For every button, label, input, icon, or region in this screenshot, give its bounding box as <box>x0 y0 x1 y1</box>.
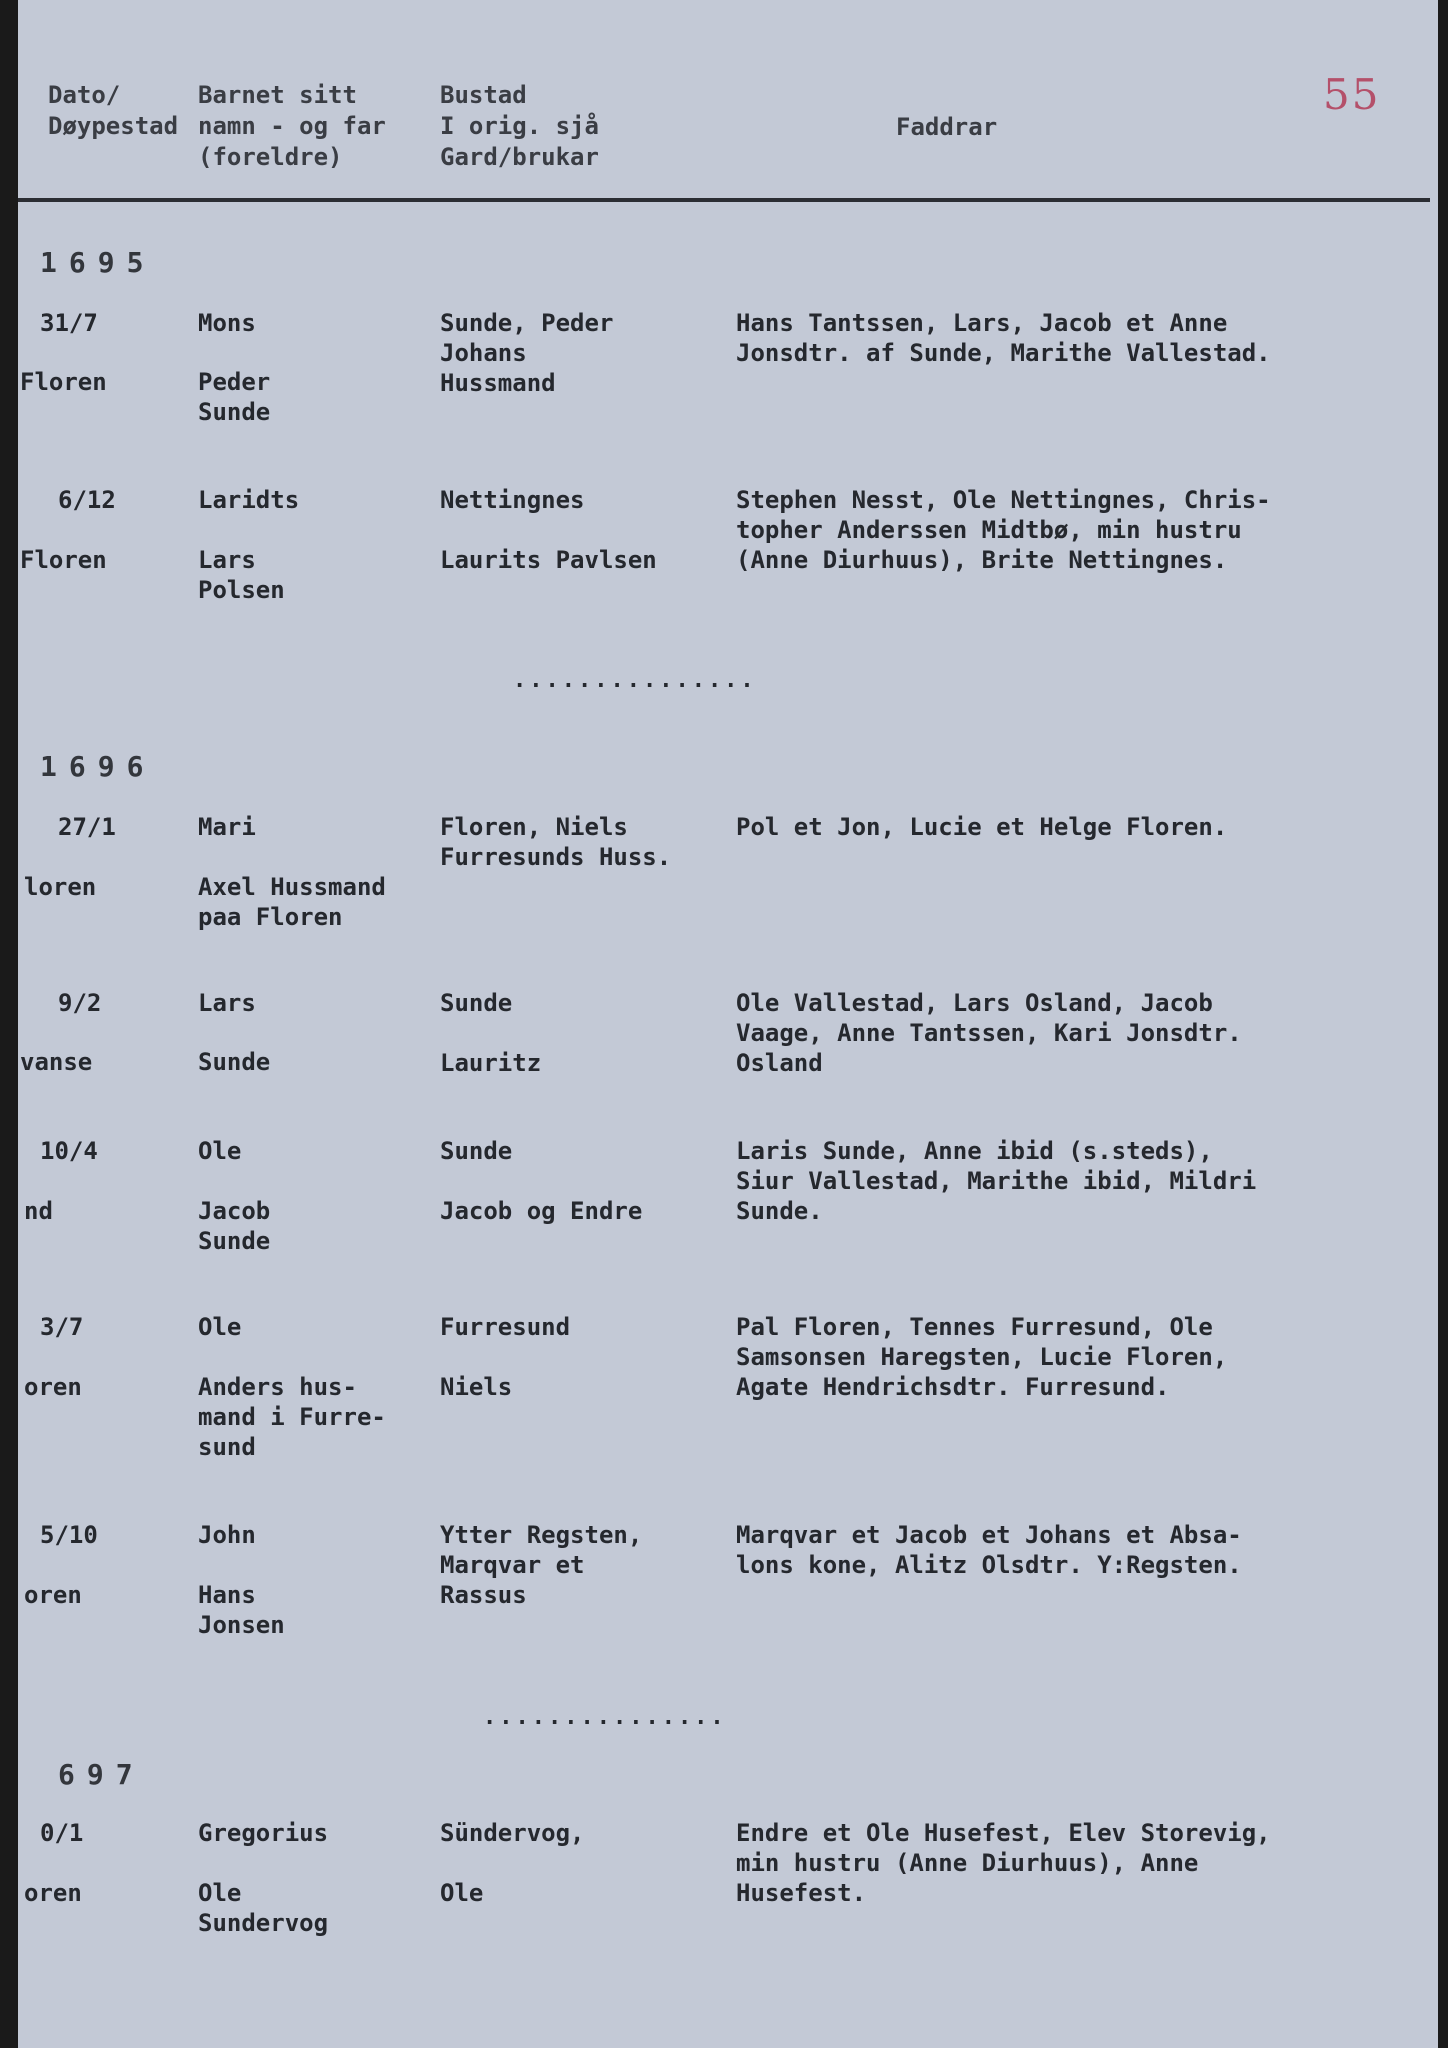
entry-child: Gregorius <box>198 1819 329 1847</box>
entry-father: Ole Sundervog <box>198 1879 329 1937</box>
entry-child: Mari <box>198 813 256 841</box>
entry-godparents: Endre et Ole Husefest, Elev Storevig, min hustru (Anne Diurhuus), Anne Husefest. <box>736 1819 1271 1907</box>
entry-child: Ole <box>198 1313 242 1341</box>
header-date-place: Dato/ Døypestad <box>48 81 179 140</box>
entry-residence: Sunde Lauritz <box>440 989 542 1077</box>
entry-child: Ole <box>198 1137 242 1165</box>
year-heading: 1695 <box>40 246 156 279</box>
entry-residence: Floren, Niels Furresunds Huss. <box>440 813 672 871</box>
entry-godparents: Stephen Nesst, Ole Nettingnes, Chris- topher Anderssen Midtbø, min hustru (Anne Diurhuus), Brite Nettingnes. <box>736 486 1271 574</box>
entry-date: 3/7 <box>40 1313 84 1341</box>
entry-father: Sunde <box>198 1048 271 1076</box>
header-godparents: Faddrar <box>896 113 998 141</box>
entry-date: 0/1 <box>40 1819 84 1847</box>
header-residence: Bustad I orig. sjå Gard/brukar <box>440 81 599 171</box>
entry-godparents: Pal Floren, Tennes Furresund, Ole Samsonsen Haregsten, Lucie Floren, Agate Hendrichsdtr. Furresund. <box>736 1313 1228 1401</box>
header-child-father: Barnet sitt namn - og far (foreldre) <box>198 81 386 171</box>
entry-godparents: Ole Vallestad, Lars Osland, Jacob Vaage, Anne Tantssen, Kari Jonsdtr. Osland <box>736 989 1242 1077</box>
entry-place: oren <box>24 1581 82 1609</box>
entry-residence: Sunde, Peder Johans Hussmand <box>440 309 614 397</box>
entry-date: 31/7 <box>40 309 98 337</box>
entry-father: Jacob Sunde <box>198 1197 271 1255</box>
entry-father: Hans Jonsen <box>198 1581 285 1639</box>
entry-place: oren <box>24 1373 82 1401</box>
entry-place: Floren <box>20 546 107 574</box>
entry-residence: Furresund Niels <box>440 1313 571 1401</box>
entry-place: vanse <box>20 1048 93 1076</box>
document-page <box>18 0 1438 2048</box>
section-separator: ............... <box>483 1705 727 1730</box>
entry-father: Axel Hussmand paa Floren <box>198 873 386 931</box>
entry-residence: Nettingnes Laurits Pavlsen <box>440 486 657 574</box>
entry-godparents: Marqvar et Jacob et Johans et Absa- lons kone, Alitz Olsdtr. Y:Regsten. <box>736 1521 1242 1579</box>
page-number: 55 <box>1323 70 1381 119</box>
year-heading: 697 <box>58 1758 145 1791</box>
entry-godparents: Laris Sunde, Anne ibid (s.steds), Siur Vallestad, Marithe ibid, Mildri Sunde. <box>736 1137 1257 1225</box>
entry-father: Peder Sunde <box>198 368 271 426</box>
entry-father: Anders hus- mand i Furre- sund <box>198 1373 386 1461</box>
entry-child: Lars <box>198 989 256 1017</box>
entry-date: 9/2 <box>58 989 102 1017</box>
entry-place: nd <box>24 1197 53 1225</box>
section-separator: ............... <box>513 668 757 693</box>
entry-residence: Sunde Jacob og Endre <box>440 1137 643 1225</box>
header-rule <box>18 198 1430 202</box>
entry-place: oren <box>24 1879 82 1907</box>
entry-child: Laridts <box>198 486 300 514</box>
entry-place: loren <box>24 873 97 901</box>
entry-residence: Ytter Regsten, Marqvar et Rassus <box>440 1521 643 1609</box>
entry-residence: Sündervog, Ole <box>440 1819 585 1907</box>
entry-father: Lars Polsen <box>198 546 285 604</box>
entry-date: 5/10 <box>40 1521 98 1549</box>
entry-child: Mons <box>198 309 256 337</box>
entry-date: 6/12 <box>58 486 116 514</box>
year-heading: 1696 <box>40 750 156 783</box>
entry-godparents: Pol et Jon, Lucie et Helge Floren. <box>736 813 1228 841</box>
entry-place: Floren <box>20 368 107 396</box>
entry-godparents: Hans Tantssen, Lars, Jacob et Anne Jonsdtr. af Sunde, Marithe Vallestad. <box>736 309 1271 367</box>
entry-date: 10/4 <box>40 1137 98 1165</box>
entry-child: John <box>198 1521 256 1549</box>
entry-date: 27/1 <box>58 813 116 841</box>
